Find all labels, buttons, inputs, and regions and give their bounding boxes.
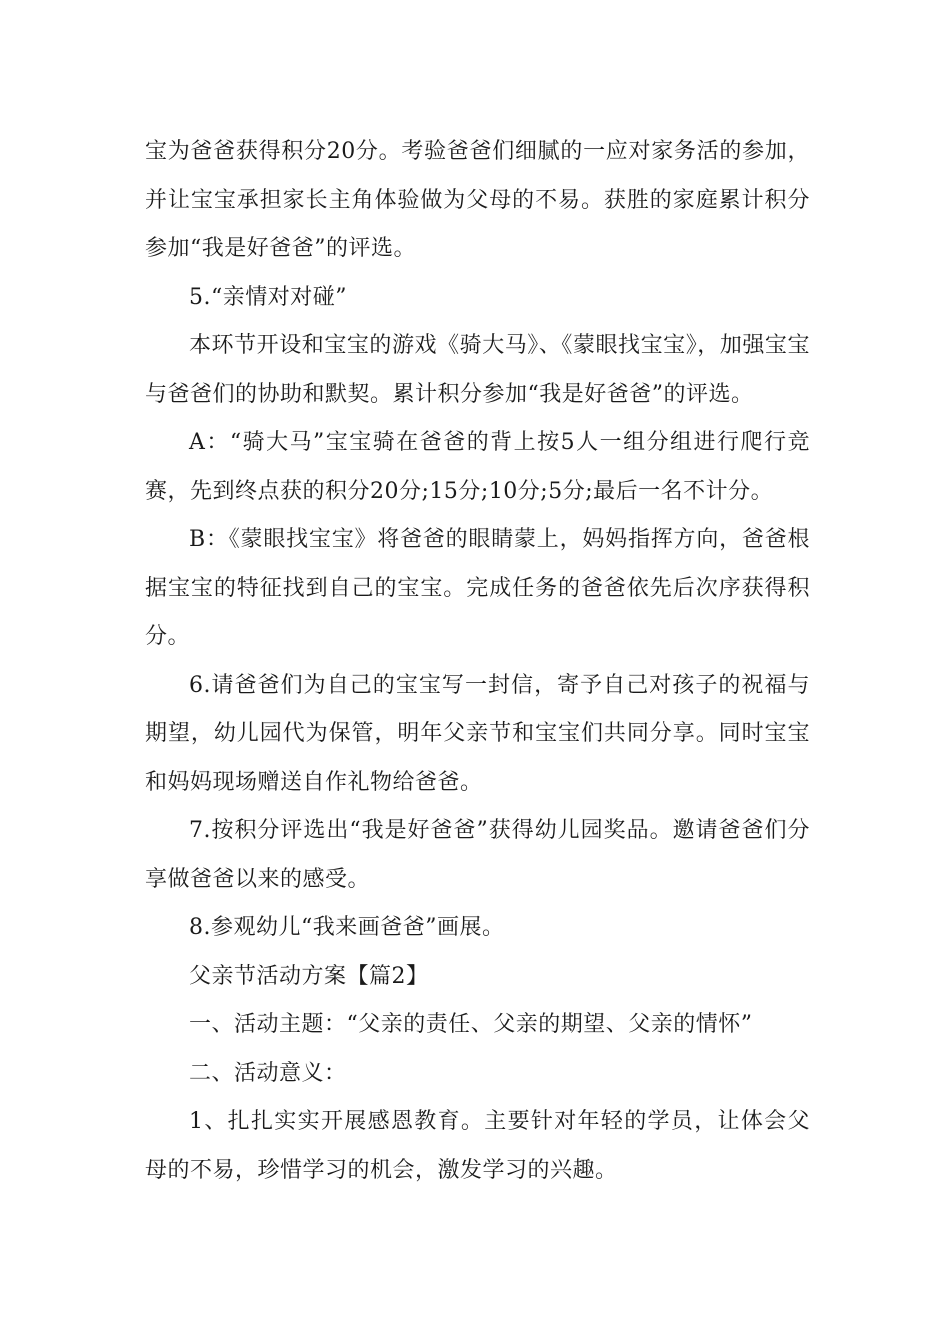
paragraph-item-5-body: 本环节开设和宝宝的游戏《骑大马》、《蒙眼找宝宝》，加强宝宝与爸爸们的协助和默契。累计积分参加“我是好爸爸”的评选。 <box>145 333 810 407</box>
paragraph-item-a: A：“骑大马”宝宝骑在爸爸的背上按5人一组分组进行爬行竞赛，先到终点获的积分20分;15分;10分;5分;最后一名不计分。 <box>145 430 810 504</box>
paragraph-item-8: 8.参观幼儿“我来画爸爸”画展。 <box>189 915 505 940</box>
document-body <box>145 128 810 1195</box>
paragraph-activity-theme: 一、活动主题：“父亲的责任、父亲的期望、父亲的情怀” <box>189 1012 753 1037</box>
paragraph-activity-significance: 二、活动意义： <box>189 1060 347 1086</box>
paragraph-item-7: 7.按积分评选出“我是好爸爸”获得幼儿园奖品。邀请爸爸们分享做爸爸以来的感受。 <box>145 818 810 892</box>
paragraph-item-5-heading: 5.“亲情对对碰” <box>189 284 347 310</box>
paragraph-item-6: 6.请爸爸们为自己的宝宝写一封信，寄予自己对孩子的祝福与期望，幼儿园代为保管，明年父亲节和宝宝们共同分享。同时宝宝和妈妈现场赠送自作礼物给爸爸。 <box>145 672 810 795</box>
paragraph-significance-item-1: 1、扎扎实实开展感恩教育。主要针对年轻的学员，让体会父母的不易，珍惜学习的机会，激发学习的兴趣。 <box>145 1109 810 1183</box>
paragraph-item-b: B：《蒙眼找宝宝》将爸爸的眼睛蒙上，妈妈指挥方向，爸爸根据宝宝的特征找到自己的宝宝。完成任务的爸爸依先后次序获得积分。 <box>145 527 810 649</box>
section-heading-part-2: 父亲节活动方案【篇2】 <box>189 963 429 989</box>
paragraph-continuation: 宝为爸爸获得积分20分。考验爸爸们细腻的一应对家务活的参加，并让宝宝承担家长主角体验做为父母的不易。获胜的家庭累计积分参加“我是好爸爸”的评选。 <box>145 139 810 261</box>
